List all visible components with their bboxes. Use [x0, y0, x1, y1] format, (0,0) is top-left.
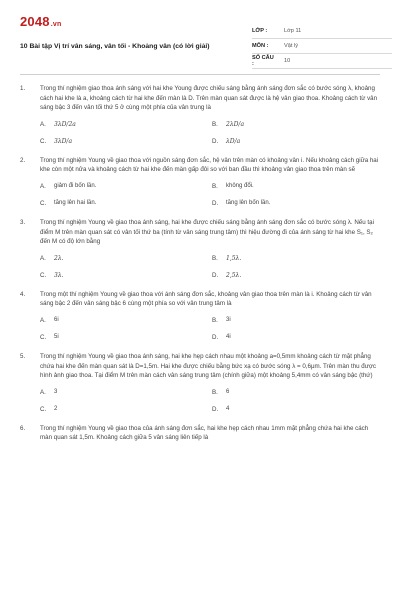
- answer-options: [40, 183, 380, 207]
- question-text: Trong thí nghiệm Young về giao thoa ánh sáng, hai khe được chiếu sáng bằng ánh sáng đơn sắc có bước sóng λ. Nếu tại điểm M trên màn quan sát có vân tối thứ ba (tính từ vân sáng trung tâm) thì hiệu đường đi của ánh sáng từ hai khe S₁, S₂ đến M có độ lớn bằng: [40, 218, 374, 246]
- question-3: [20, 218, 380, 279]
- option-value: 1,5λ.: [226, 254, 242, 262]
- option-value: 4: [226, 405, 230, 412]
- question-number: 4.: [20, 290, 26, 298]
- option-label: A.: [40, 120, 46, 128]
- answer-options: [40, 255, 380, 279]
- question-number: 3.: [20, 218, 26, 226]
- meta-value: 10: [284, 58, 291, 64]
- option-label: D.: [212, 271, 219, 279]
- option-value: λD/a: [226, 137, 241, 145]
- option-label: D.: [212, 199, 219, 207]
- answer-option-c[interactable]: [40, 334, 212, 341]
- answer-options: [40, 121, 380, 145]
- answer-option-b[interactable]: [212, 255, 384, 262]
- meta-table: [252, 24, 392, 69]
- question-4: [20, 290, 380, 341]
- question-stem: [20, 352, 380, 381]
- meta-key: MÔN :: [252, 43, 269, 49]
- option-value: tăng lên hai lần.: [54, 199, 97, 206]
- question-text: Trong thí nghiệm Young về giao thoa ánh sáng, hai khe hẹp cách nhau một khoảng a=0,5mm khoảng cách từ mặt phẳng chứa hai khe đến màn quan sát là D=1,5m. Hai khe được chiếu bằng bức xạ có bước sóng λ = 0,6μm. Trên màn thu được hình ảnh giao thoa. Tại điểm M trên màn cách vân sáng trung tâm (chính giữa) một khoảng 5,4mm có vân sáng bậc (thứ): [40, 352, 377, 380]
- meta-row-count: [252, 54, 392, 69]
- meta-value: Vật lý: [284, 43, 298, 49]
- question-stem: [20, 290, 380, 309]
- option-value: giảm đi bốn lần.: [54, 182, 97, 189]
- question-text: Trong một thí nghiệm Young về giao thoa với ánh sáng đơn sắc, khoảng vân giao thoa trên màn là i. Khoảng cách từ vân sáng bậc 2 đến vân sáng bậc 6 cùng một phía so với vân trung tâm là: [40, 290, 372, 308]
- answer-options: [40, 317, 380, 341]
- answer-option-c[interactable]: [40, 200, 212, 207]
- option-value: không đổi.: [226, 182, 254, 189]
- answer-option-b[interactable]: [212, 183, 384, 190]
- option-value: 3λD/2a: [54, 120, 76, 128]
- answer-option-b[interactable]: [212, 317, 384, 324]
- option-label: B.: [212, 316, 218, 324]
- option-label: D.: [212, 405, 219, 413]
- option-label: A.: [40, 388, 46, 396]
- answer-option-c[interactable]: [40, 272, 212, 279]
- option-value: 2: [54, 405, 58, 412]
- question-stem: [20, 156, 380, 175]
- meta-row-subject: [252, 39, 392, 54]
- option-value: 3λD/a: [54, 137, 73, 145]
- header-divider: [20, 74, 380, 75]
- meta-value: Lớp 11: [284, 28, 302, 34]
- answer-option-c[interactable]: [40, 138, 212, 145]
- answer-option-b[interactable]: [212, 121, 384, 128]
- question-number: 1.: [20, 85, 26, 92]
- answer-option-a[interactable]: [40, 183, 212, 190]
- question-stem: [20, 218, 380, 247]
- option-value: 5i: [54, 333, 59, 340]
- logo-text: 2048: [20, 14, 50, 29]
- meta-key: SỐ CÂU :: [252, 55, 274, 67]
- option-label: B.: [212, 182, 218, 190]
- option-value: 2λD/a: [226, 120, 245, 128]
- question-stem: [20, 84, 380, 113]
- question-1: [20, 84, 380, 145]
- question-text: Trong thí nghiệm Young về giao thoa với nguồn sáng đơn sắc, hệ vân trên màn có khoảng vân i. Nếu khoảng cách giữa hai khe còn một nửa và khoảng cách từ hai khe đến màn gấp đôi so với ban đầu thì khoảng vân giao thoa trên màn sẽ: [40, 156, 379, 174]
- question-stem: [20, 424, 380, 443]
- answer-option-a[interactable]: [40, 317, 212, 324]
- document-header: [20, 10, 380, 72]
- answer-option-c[interactable]: [40, 406, 212, 413]
- option-label: A.: [40, 254, 46, 262]
- question-list: [20, 84, 380, 454]
- option-label: C.: [40, 405, 47, 413]
- option-label: A.: [40, 316, 46, 324]
- logo-tld: .vn: [50, 21, 62, 28]
- answer-options: [40, 389, 380, 413]
- answer-option-a[interactable]: [40, 389, 212, 396]
- option-value: 2λ.: [54, 254, 64, 262]
- answer-option-b[interactable]: [212, 389, 384, 396]
- option-value: 3: [54, 388, 58, 395]
- question-text: Trong thí nghiệm giao thoa ánh sáng với hai khe Young được chiếu sáng bằng ánh sáng đơn sắc có bước sóng λ, khoảng cách hai khe là a, khoảng cách từ hai khe đến màn là D. Trên màn quan sát được là hệ vân giao thoa. Khoảng cách từ vân sáng bậc 3 đến vân tối thứ 5 ở cùng một phía của vân trung là: [40, 85, 378, 112]
- option-label: C.: [40, 137, 47, 145]
- option-label: D.: [212, 333, 219, 341]
- document-title: 10 Bài tập Vị trí vân sáng, vân tối - Khoảng vân (có lời giải): [20, 43, 210, 50]
- option-label: B.: [212, 388, 218, 396]
- option-label: A.: [40, 182, 46, 190]
- question-5: [20, 352, 380, 413]
- answer-option-d[interactable]: [212, 272, 384, 279]
- option-value: 4i: [226, 333, 231, 340]
- option-label: B.: [212, 254, 218, 262]
- answer-option-d[interactable]: [212, 334, 384, 341]
- site-logo[interactable]: [20, 14, 61, 29]
- option-label: C.: [40, 199, 47, 207]
- option-value: 6i: [54, 316, 59, 323]
- option-label: C.: [40, 271, 47, 279]
- answer-option-d[interactable]: [212, 138, 384, 145]
- option-value: 3λ.: [54, 271, 64, 279]
- option-label: C.: [40, 333, 47, 341]
- answer-option-d[interactable]: [212, 200, 384, 207]
- answer-option-d[interactable]: [212, 406, 384, 413]
- option-value: tăng lên bốn lần.: [226, 199, 271, 206]
- option-value: 3i: [226, 316, 231, 323]
- question-2: [20, 156, 380, 207]
- question-number: 5.: [20, 352, 26, 360]
- option-label: B.: [212, 120, 218, 128]
- question-number: 2.: [20, 156, 26, 164]
- option-value: 6: [226, 388, 230, 395]
- option-label: D.: [212, 137, 219, 145]
- answer-option-a[interactable]: [40, 121, 212, 128]
- question-6: [20, 424, 380, 443]
- answer-option-a[interactable]: [40, 255, 212, 262]
- option-value: 2,5λ.: [226, 271, 242, 279]
- question-number: 6.: [20, 424, 26, 432]
- meta-key: LỚP :: [252, 28, 268, 34]
- meta-row-class: [252, 24, 392, 39]
- question-text: Trong thí nghiệm Young về giao thoa của ánh sáng đơn sắc, hai khe hẹp cách nhau 1mm mặt phẳng chứa hai khe cách màn quan sát 1,5m. Khoảng cách giữa 5 vân sáng liên tiếp là: [40, 424, 369, 442]
